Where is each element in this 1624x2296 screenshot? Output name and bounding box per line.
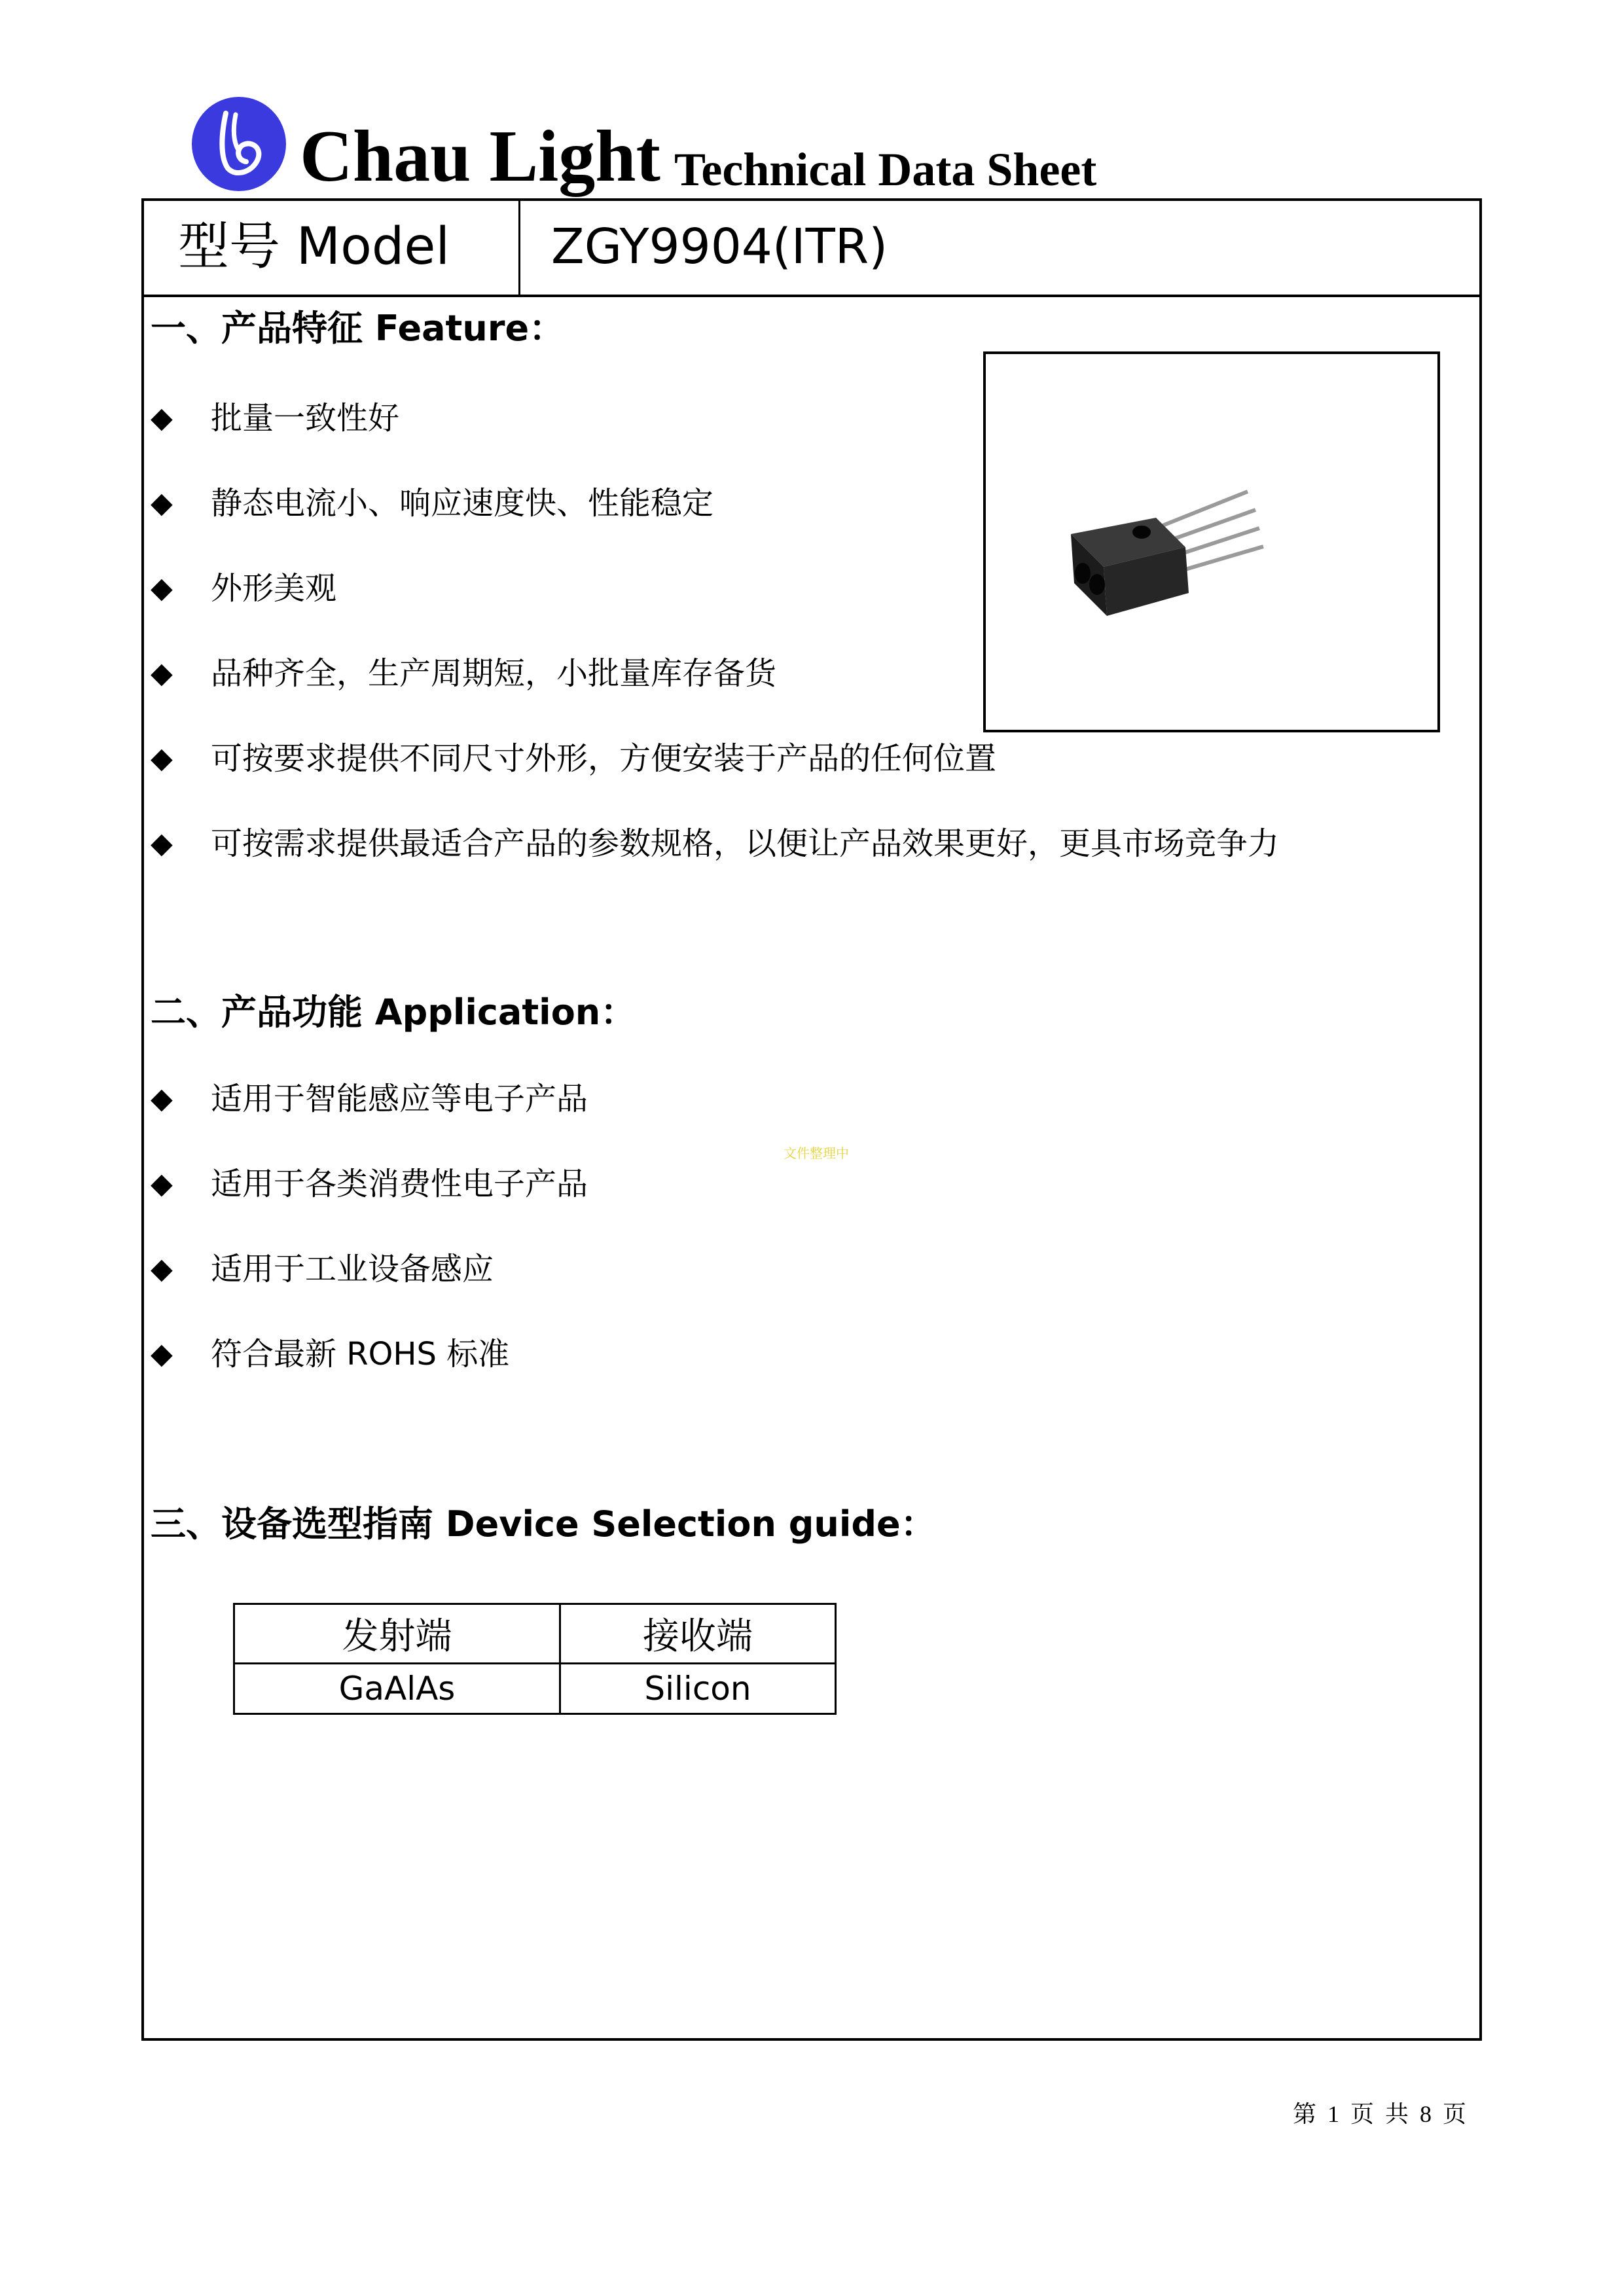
application-item: ◆ 适用于工业设备感应 bbox=[151, 1248, 1434, 1290]
diamond-bullet-icon: ◆ bbox=[151, 1082, 173, 1115]
page-number: 第 1 页 共 8 页 bbox=[1293, 2101, 1467, 2127]
application-item: ◆ 适用于智能感应等电子产品 bbox=[151, 1078, 1434, 1120]
table-header-row bbox=[234, 1604, 836, 1664]
diamond-bullet-icon: ◆ bbox=[151, 571, 173, 605]
diamond-bullet-icon: ◆ bbox=[151, 827, 173, 860]
model-divider bbox=[518, 201, 520, 297]
diamond-bullet-icon: ◆ bbox=[151, 742, 173, 775]
model-value: ZGY9904(ITR) bbox=[551, 219, 888, 275]
diamond-bullet-icon: ◆ bbox=[151, 1337, 173, 1371]
table-cell: GaAlAs bbox=[234, 1664, 560, 1714]
brand-name: Chau Light bbox=[300, 116, 660, 197]
table-row bbox=[234, 1664, 836, 1714]
document-subtitle: Technical Data Sheet bbox=[674, 143, 1097, 196]
watermark: 文件整理中 bbox=[784, 1145, 849, 1161]
application-item: ◆ 适用于各类消费性电子产品 bbox=[151, 1163, 1434, 1205]
table-header-cell: 接收端 bbox=[560, 1604, 836, 1664]
document-header bbox=[190, 95, 1434, 200]
feature-section-title: 一、产品特征 Feature： bbox=[151, 308, 565, 349]
diamond-bullet-icon: ◆ bbox=[151, 401, 173, 435]
feature-item: ◆ 外形美观 bbox=[151, 567, 1434, 609]
device-selection-table bbox=[233, 1603, 837, 1715]
diamond-bullet-icon: ◆ bbox=[151, 486, 173, 520]
chau-light-logo bbox=[190, 95, 288, 193]
datasheet-frame bbox=[141, 198, 1482, 2041]
table-cell: Silicon bbox=[560, 1664, 836, 1714]
diamond-bullet-icon: ◆ bbox=[151, 1167, 173, 1200]
selection-section-title: 三、设备选型指南 Device Selection guide： bbox=[151, 1503, 936, 1545]
table-header-cell: 发射端 bbox=[234, 1604, 560, 1664]
feature-item: ◆ 可按要求提供不同尺寸外形，方便安装于产品的任何位置 bbox=[151, 738, 1434, 780]
model-row bbox=[144, 201, 1479, 297]
diamond-bullet-icon: ◆ bbox=[151, 656, 173, 690]
feature-item: ◆ 批量一致性好 bbox=[151, 397, 1434, 439]
model-label: 型号 Model bbox=[178, 217, 450, 276]
feature-item: ◆ 可按需求提供最适合产品的参数规格，以便让产品效果更好，更具市场竞争力 bbox=[151, 823, 1434, 865]
diamond-bullet-icon: ◆ bbox=[151, 1252, 173, 1285]
feature-item: ◆ 品种齐全，生产周期短，小批量库存备货 bbox=[151, 653, 1434, 694]
application-section-title: 二、产品功能 Application： bbox=[151, 992, 636, 1033]
feature-item: ◆ 静态电流小、响应速度快、性能稳定 bbox=[151, 482, 1434, 524]
application-item: ◆ 符合最新 ROHS 标准 bbox=[151, 1333, 1434, 1375]
